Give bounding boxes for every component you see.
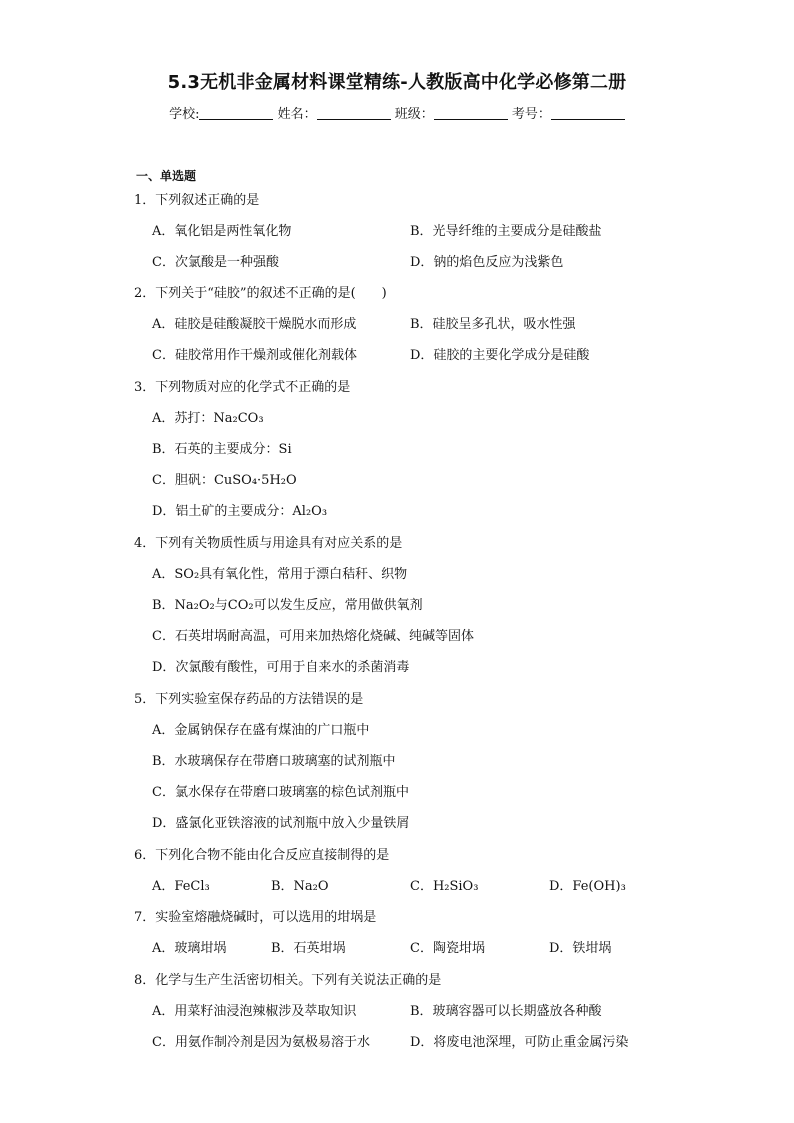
option-a[interactable]: A．用菜籽油浸泡辣椒涉及萃取知识 bbox=[152, 1004, 357, 1019]
page-title: 5.3无机非金属材料课堂精练-人教版高中化学必修第二册 bbox=[167, 72, 627, 93]
option-a[interactable]: A．FeCl₃ bbox=[152, 879, 210, 894]
name-label: 姓名： bbox=[277, 107, 317, 122]
option-b[interactable]: B．玻璃容器可以长期盛放各种酸 bbox=[410, 1004, 602, 1019]
school-blank[interactable] bbox=[199, 107, 273, 120]
question-stem: 1．下列叙述正确的是 bbox=[134, 193, 260, 208]
option-b[interactable]: B．硅胶呈多孔状，吸水性强 bbox=[410, 317, 576, 332]
class-blank[interactable] bbox=[434, 107, 508, 120]
option-d[interactable]: D．Fe(OH)₃ bbox=[549, 879, 626, 894]
question-stem: 7．实验室熔融烧碱时，可以选用的坩埚是 bbox=[134, 910, 377, 925]
exam-number-label: 考号： bbox=[511, 107, 551, 122]
question-stem: 8．化学与生产生活密切相关。下列有关说法正确的是 bbox=[134, 973, 442, 988]
option-c[interactable]: C．硅胶常用作干燥剂或催化剂载体 bbox=[152, 348, 357, 363]
question-stem: 5．下列实验室保存药品的方法错误的是 bbox=[134, 692, 364, 707]
question-stem: 2．下列关于“硅胶”的叙述不正确的是( ) bbox=[134, 286, 387, 301]
option-d[interactable]: D．钠的焰色反应为浅紫色 bbox=[410, 255, 564, 270]
option-a[interactable]: A．金属钠保存在盛有煤油的广口瓶中 bbox=[152, 723, 370, 738]
school-label: 学校: bbox=[169, 107, 200, 122]
option-a[interactable]: A．硅胶是硅酸凝胶干燥脱水而形成 bbox=[152, 317, 357, 332]
name-field[interactable] bbox=[278, 103, 391, 122]
section-title: 一、单选题 bbox=[136, 169, 197, 183]
option-a[interactable]: A．苏打：Na₂CO₃ bbox=[152, 411, 264, 426]
option-a[interactable]: A．氧化铝是两性氧化物 bbox=[152, 224, 292, 239]
option-d[interactable]: D．铁坩埚 bbox=[549, 941, 612, 956]
student-info-line bbox=[0, 103, 794, 122]
option-a[interactable]: A．SO₂具有氧化性，常用于漂白秸秆、织物 bbox=[152, 567, 408, 582]
option-d[interactable]: D．将废电池深埋，可防止重金属污染 bbox=[410, 1035, 629, 1050]
option-d[interactable]: D．次氯酸有酸性，可用于自来水的杀菌消毒 bbox=[152, 660, 410, 675]
option-c[interactable]: C．石英坩埚耐高温，可用来加热熔化烧碱、纯碱等固体 bbox=[152, 629, 474, 644]
option-c[interactable]: C．H₂SiO₃ bbox=[410, 879, 479, 894]
school-field[interactable] bbox=[169, 103, 273, 122]
option-b[interactable]: B．Na₂O bbox=[271, 879, 329, 894]
option-c[interactable]: C．陶瓷坩埚 bbox=[410, 941, 485, 956]
option-a[interactable]: A．玻璃坩埚 bbox=[152, 941, 227, 956]
option-c[interactable]: C．次氯酸是一种强酸 bbox=[152, 255, 279, 270]
option-c[interactable]: C．胆矾：CuSO₄·5H₂O bbox=[152, 473, 297, 488]
question-stem: 6．下列化合物不能由化合反应直接制得的是 bbox=[134, 848, 390, 863]
question-stem: 4．下列有关物质性质与用途具有对应关系的是 bbox=[134, 536, 403, 551]
question-stem: 3．下列物质对应的化学式不正确的是 bbox=[134, 380, 351, 395]
class-field[interactable] bbox=[395, 103, 508, 122]
option-b[interactable]: B．光导纤维的主要成分是硅酸盐 bbox=[410, 224, 602, 239]
option-b[interactable]: B．石英的主要成分：Si bbox=[152, 442, 292, 457]
option-d[interactable]: D．铝土矿的主要成分：Al₂O₃ bbox=[152, 504, 328, 519]
option-b[interactable]: B．Na₂O₂与CO₂可以发生反应，常用做供氧剂 bbox=[152, 598, 423, 613]
exam-number-field[interactable] bbox=[512, 103, 625, 122]
option-d[interactable]: D．盛氯化亚铁溶液的试剂瓶中放入少量铁屑 bbox=[152, 816, 410, 831]
option-b[interactable]: B．水玻璃保存在带磨口玻璃塞的试剂瓶中 bbox=[152, 754, 396, 769]
option-b[interactable]: B．石英坩埚 bbox=[271, 941, 346, 956]
option-c[interactable]: C．氯水保存在带磨口玻璃塞的棕色试剂瓶中 bbox=[152, 785, 409, 800]
exam-number-blank[interactable] bbox=[551, 107, 625, 120]
option-c[interactable]: C．用氨作制冷剂是因为氨极易溶于水 bbox=[152, 1035, 370, 1050]
class-label: 班级： bbox=[394, 107, 434, 122]
option-d[interactable]: D．硅胶的主要化学成分是硅酸 bbox=[410, 348, 590, 363]
name-blank[interactable] bbox=[317, 107, 391, 120]
